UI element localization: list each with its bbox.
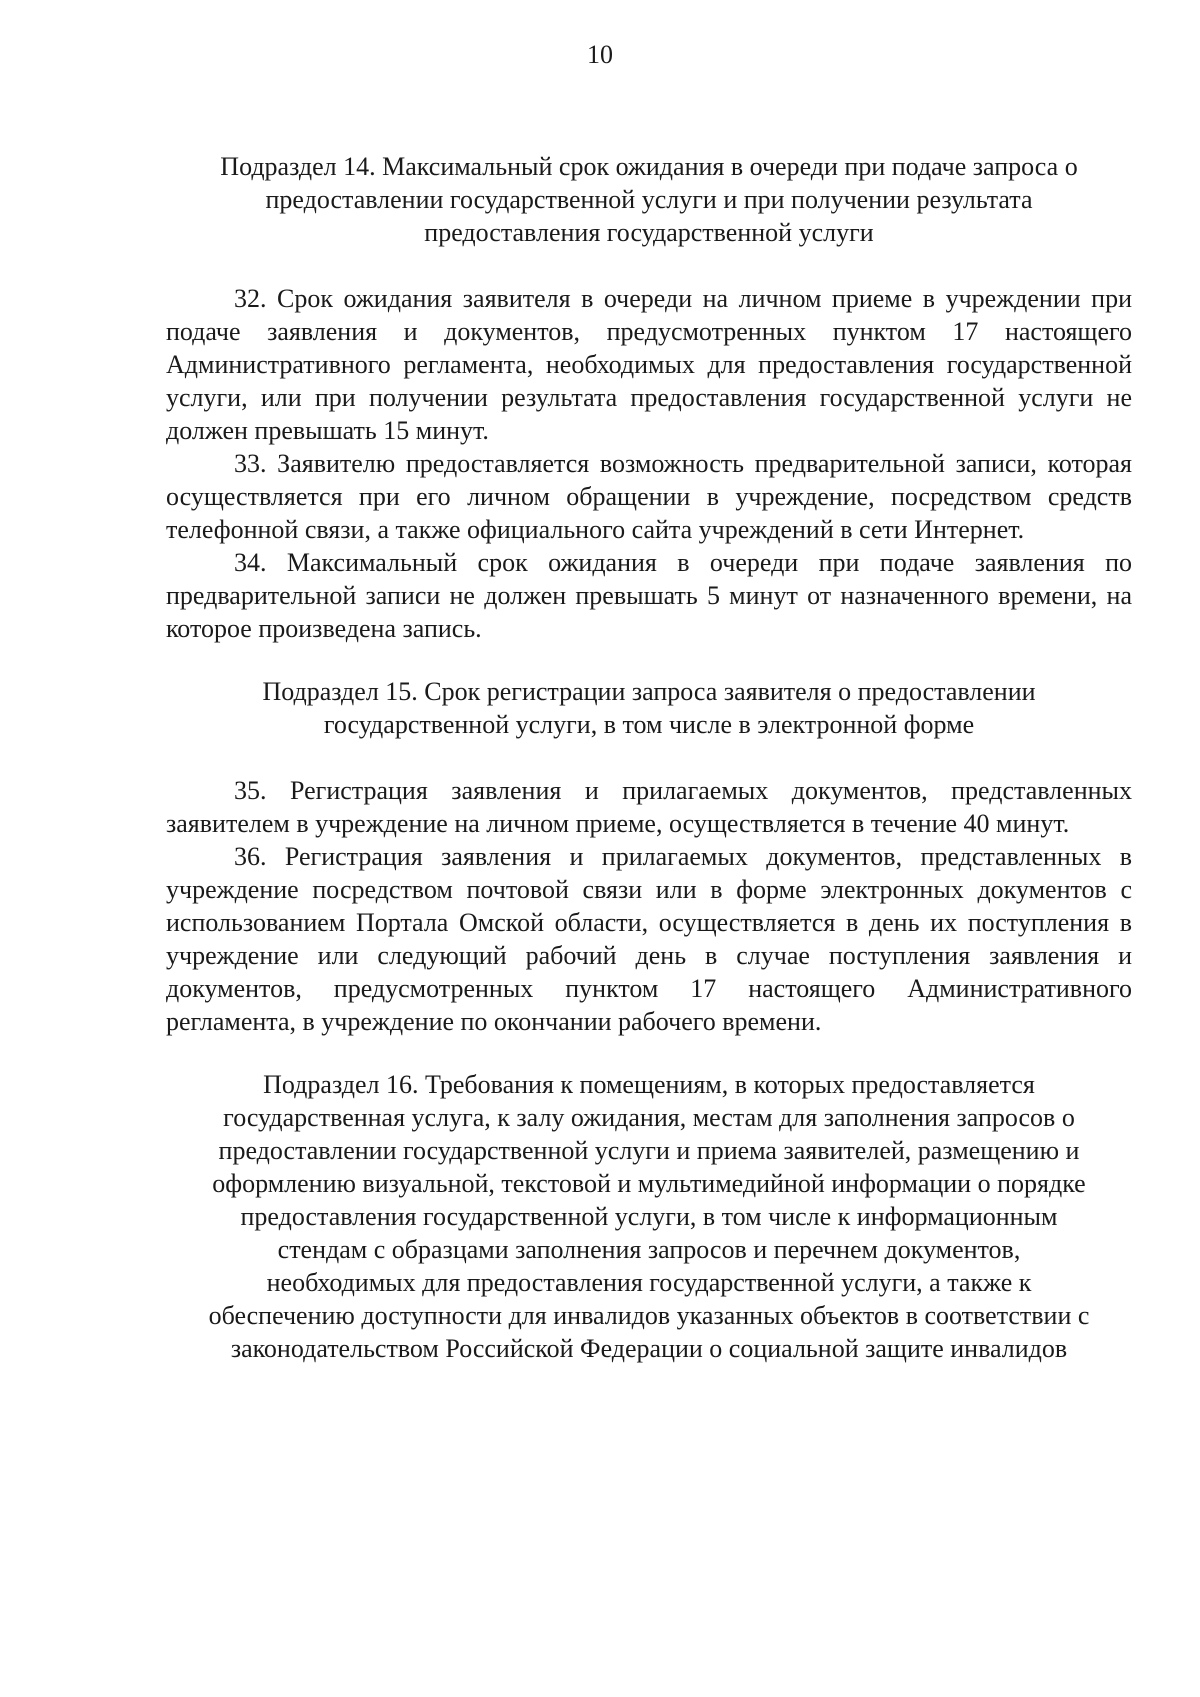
paragraph-35: 35. Регистрация заявления и прилагаемых документов, представленных заявителем в учреждение на личном приеме, осуществляется в течение 40 минут. — [166, 776, 1132, 838]
paragraph-32: 32. Срок ожидания заявителя в очереди на личном приеме в учреждении при подаче заявления и документов, предусмотренных пунктом 17 настоящего Административного регламента, необходимых для предоставления государственной услуги, или при получении результата предоставления государственной услуги не должен превышать 15 минут. — [166, 284, 1132, 445]
document-body — [166, 150, 1132, 1365]
section-heading-15: Подраздел 15. Срок регистрации запроса заявителя о предоставлении государственной услуги, в том числе в электронной форме — [262, 677, 1036, 739]
paragraph-33: 33. Заявителю предоставляется возможность предварительной записи, которая осуществляется при его личном обращении в учреждение, посредством средств телефонной связи, а также официального сайта учреждений в сети Интернет. — [166, 449, 1132, 544]
paragraph-34: 34. Максимальный срок ожидания в очереди при подаче заявления по предварительной записи не должен превышать 5 минут от назначенного времени, на которое произведена запись. — [166, 548, 1132, 643]
section-heading-14: Подраздел 14. Максимальный срок ожидания в очереди при подаче запроса о предоставлении государственной услуги и при получении результата предоставления государственной услуги — [220, 152, 1078, 247]
paragraph-36: 36. Регистрация заявления и прилагаемых документов, представленных в учреждение посредством почтовой связи или в форме электронных документов с использованием Портала Омской области, осуществляется в день их поступления в учреждение или следующий рабочий день в случае поступления заявления и документов, предусмотренных пунктом 17 настоящего Административного регламента, в учреждение по окончании рабочего времени. — [166, 842, 1132, 1036]
section-heading-16: Подраздел 16. Требования к помещениям, в которых предоставляется государственная услуга, к залу ожидания, местам для заполнения запросов о предоставлении государственной услуги и приема заявителей, размещению и оформлению визуальной, текстовой и мультимедийной информации о порядке предоставления государственной услуги, в том числе к информационным стендам с образцами заполнения запросов и перечнем документов, необходимых для предоставления государственной услуги, а также к обеспечению доступности для инвалидов указанных объектов в соответствии с законодательством Российской Федерации о социальной защите инвалидов — [208, 1070, 1090, 1363]
page-number: 10 — [587, 40, 613, 69]
